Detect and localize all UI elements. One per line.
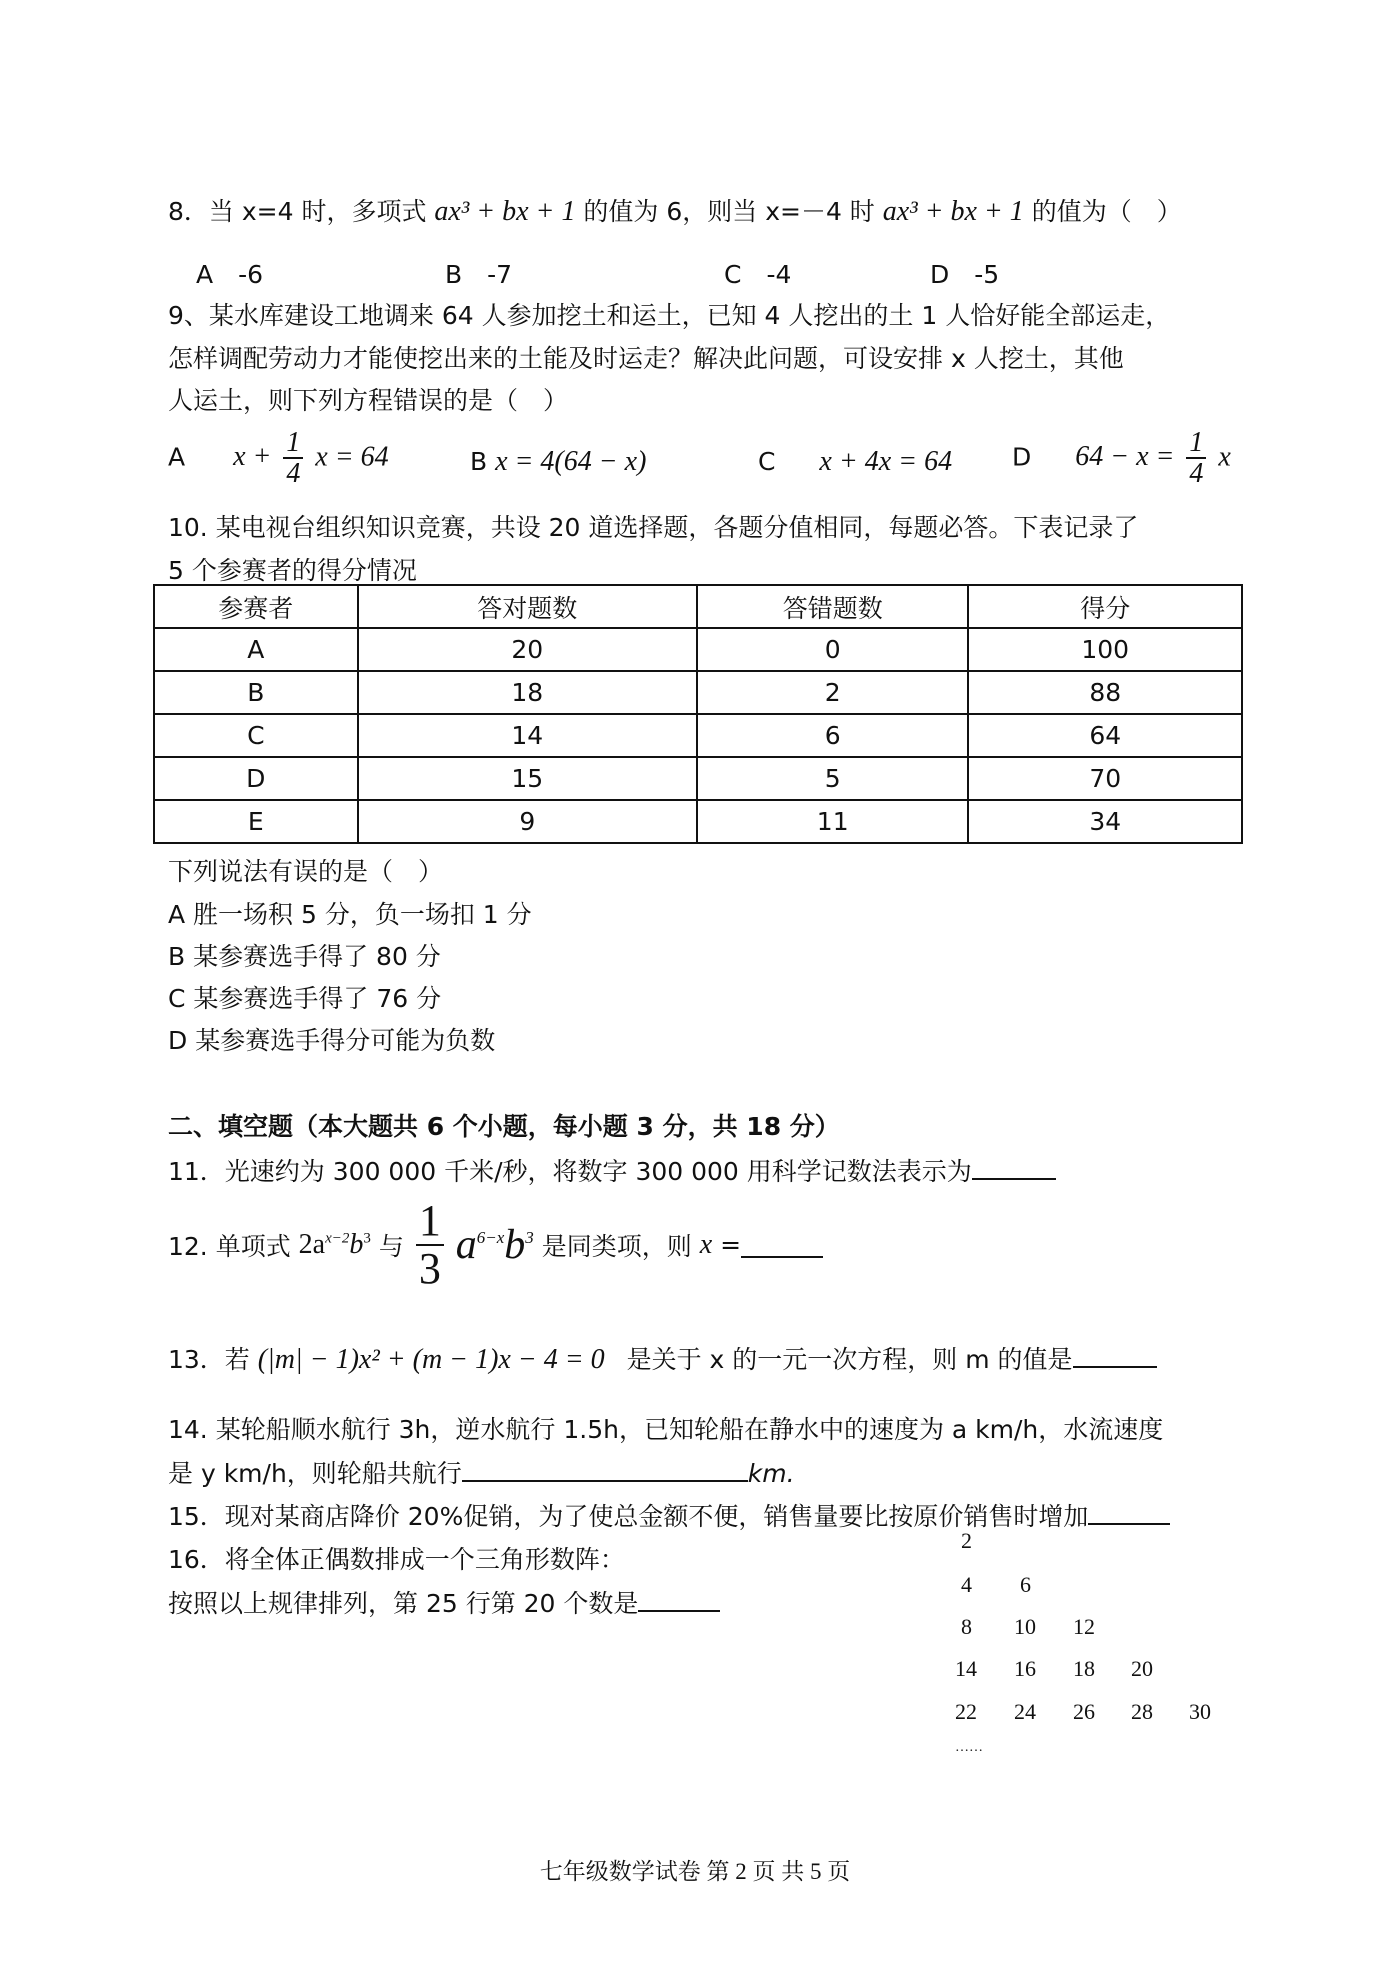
q10-option-c: C 某参赛选手得了 76 分 <box>168 984 442 1013</box>
table-cell: 5 <box>697 757 968 800</box>
q9-line-2: 怎样调配劳动力才能使挖出来的土能及时运走？解决此问题，可设安排 x 人挖土，其他 <box>168 344 1124 373</box>
q12-monomial-2 <box>456 1222 534 1268</box>
section-title: 二、填空题（本大题共 6 个小题，每小题 3 分，共 18 分） <box>168 1112 840 1141</box>
q11-text: 11．光速约为 300 000 千米/秒，将数字 300 000 用科学记数法表示为 <box>168 1157 972 1186</box>
triangle-number: 2 <box>961 1528 972 1553</box>
q9-option-a <box>168 428 389 489</box>
triangle-number: 26 <box>1073 1699 1095 1724</box>
q12-line <box>168 1198 823 1308</box>
q12-mono2-base: a <box>455 1222 477 1269</box>
triangle-number: 6 <box>1020 1572 1031 1597</box>
q12-mono2-exponent: 6−x <box>476 1228 505 1248</box>
answer-blank <box>741 1232 823 1258</box>
table-header-cell: 参赛者 <box>154 585 358 628</box>
table-cell: B <box>154 671 358 714</box>
q10-option-d: D 某参赛选手得分可能为负数 <box>168 1026 496 1055</box>
q14-line-1: 14. 某轮船顺水航行 3h，逆水航行 1.5h，已知轮船在静水中的速度为 a km/h，水流速度 <box>168 1415 1164 1444</box>
table-cell: 14 <box>358 714 697 757</box>
table-cell: 88 <box>968 671 1242 714</box>
q8-option-a: A -6 <box>196 260 264 289</box>
q16-line-1: 16．将全体正偶数排成一个三角形数阵： <box>168 1545 625 1574</box>
q9-line-1: 9、某水库建设工地调来 64 人参加挖土和运土，已知 4 人挖出的土 1 人恰好能全部运走， <box>168 301 1171 330</box>
answer-blank <box>972 1154 1056 1180</box>
q9-option-c-expr: x + 4x = 64 <box>819 446 953 477</box>
fraction-numerator: 1 <box>1186 428 1206 459</box>
fraction-denominator: 4 <box>1189 458 1204 490</box>
fraction-numerator: 1 <box>416 1198 444 1246</box>
q8-option-d: D -5 <box>930 260 1000 289</box>
q12-prefix: 12. 单项式 <box>168 1232 291 1262</box>
score-table <box>153 584 1243 844</box>
triangle-number: 24 <box>1014 1699 1036 1724</box>
q9-option-b-label: B <box>470 447 488 476</box>
q12-suffix: 是同类项，则 <box>541 1232 692 1262</box>
table-row <box>154 628 1242 671</box>
table-cell: 9 <box>358 800 697 843</box>
q9-option-c <box>758 446 952 478</box>
q9-option-b <box>470 446 646 478</box>
answer-blank <box>1088 1499 1170 1525</box>
q9-option-d-label: D <box>1012 442 1032 472</box>
q12-fraction <box>416 1198 444 1292</box>
q8-option-c: C -4 <box>724 260 792 289</box>
q10-option-a: A 胜一场积 5 分，负一场扣 1 分 <box>168 900 532 929</box>
table-header-row <box>154 585 1242 628</box>
q12-mono1-base: 2a <box>298 1229 326 1261</box>
triangle-number: 20 <box>1131 1656 1153 1681</box>
q8-line <box>168 192 1182 228</box>
q12-mid: 与 <box>378 1232 404 1262</box>
q13-line <box>168 1340 1157 1376</box>
q9-line-3: 人运土，则下列方程错误的是（ ） <box>168 386 569 415</box>
table-header-cell: 得分 <box>968 585 1242 628</box>
answer-blank <box>638 1586 720 1612</box>
q9-option-a-label: A <box>168 442 186 472</box>
table-cell: 20 <box>358 628 697 671</box>
q14-line-2 <box>168 1454 795 1490</box>
triangle-number: 4 <box>961 1572 972 1597</box>
q12-mono2-b: b <box>504 1222 526 1269</box>
q9-option-a-fraction <box>283 428 303 489</box>
q12-mono1-exponent: x−2 <box>325 1230 350 1247</box>
q8-prefix: 8．当 x=4 时，多项式 <box>168 197 427 226</box>
q8-option-b: B -7 <box>445 260 513 289</box>
fraction-denominator: 3 <box>418 1244 441 1294</box>
q12-mono2-b-exponent: 3 <box>525 1228 534 1248</box>
q9-option-c-label: C <box>758 447 776 476</box>
table-header-cell: 答错题数 <box>697 585 968 628</box>
table-cell: 11 <box>697 800 968 843</box>
table-cell: 2 <box>697 671 968 714</box>
q9-option-a-pre: x + <box>233 441 272 473</box>
q13-expr: (|m| − 1)x² + (m − 1)x − 4 = 0 <box>257 1344 605 1375</box>
triangle-number: 16 <box>1014 1656 1036 1681</box>
q8-expr-1: ax³ + bx + 1 <box>434 196 576 227</box>
table-header-cell: 答对题数 <box>358 585 697 628</box>
table-row <box>154 757 1242 800</box>
fraction-numerator: 1 <box>283 428 303 459</box>
q11-line <box>168 1152 1056 1188</box>
table-cell: C <box>154 714 358 757</box>
triangle-number: 14 <box>955 1656 977 1681</box>
table-cell: 18 <box>358 671 697 714</box>
q9-option-b-expr: x = 4(64 − x) <box>495 446 647 477</box>
table-cell: 6 <box>697 714 968 757</box>
q10-question: 下列说法有误的是（ ） <box>168 857 444 886</box>
q10-option-b: B 某参赛选手得了 80 分 <box>168 942 441 971</box>
q9-option-a-post: x = 64 <box>315 441 389 473</box>
q15-line <box>168 1497 1170 1533</box>
triangle-number: 30 <box>1189 1699 1211 1724</box>
fraction-denominator: 4 <box>286 458 301 490</box>
triangle-number: 28 <box>1131 1699 1153 1724</box>
q16-line-2-text: 按照以上规律排列，第 25 行第 20 个数是 <box>168 1589 639 1618</box>
table-cell: 64 <box>968 714 1242 757</box>
table-cell: A <box>154 628 358 671</box>
triangle-number: 10 <box>1014 1614 1036 1639</box>
q9-option-d-pre: 64 − x = <box>1075 441 1175 473</box>
q9-option-d-post: x <box>1218 441 1231 473</box>
table-row <box>154 671 1242 714</box>
q12-monomial-1 <box>299 1229 371 1260</box>
q12-equals: = <box>712 1230 742 1260</box>
q10-line-1: 10. 某电视台组织知识竞赛，共设 20 道选择题，各题分值相同，每题必答。下表记录了 <box>168 513 1139 542</box>
q14-unit: km. <box>747 1459 795 1488</box>
table-cell: 100 <box>968 628 1242 671</box>
q14-line-2-pre: 是 y km/h，则轮船共航行 <box>168 1459 462 1488</box>
q15-text: 15．现对某商店降价 20%促销，为了使总金额不便，销售量要比按原价销售时增加 <box>168 1502 1089 1531</box>
triangle-ellipsis: …… <box>955 1740 983 1755</box>
q12-mono1-b: b <box>349 1229 364 1261</box>
q8-expr-2: ax³ + bx + 1 <box>882 196 1024 227</box>
q8-middle: 的值为 6，则当 x=－4 时 <box>583 197 875 226</box>
q13-prefix: 13．若 <box>168 1345 250 1374</box>
table-cell: 34 <box>968 800 1242 843</box>
q9-option-d <box>1012 428 1231 489</box>
table-cell: E <box>154 800 358 843</box>
q12-mono1-b-exponent: 3 <box>363 1230 371 1247</box>
q10-line-2: 5 个参赛者的得分情况 <box>168 556 417 585</box>
q13-suffix: 是关于 x 的一元一次方程，则 m 的值是 <box>626 1345 1073 1374</box>
table-cell: D <box>154 757 358 800</box>
q12-variable: x <box>699 1229 713 1261</box>
page-footer: 七年级数学试卷 第 2 页 共 5 页 <box>539 1859 851 1884</box>
answer-blank <box>462 1456 748 1482</box>
q8-suffix: 的值为（ ） <box>1031 197 1182 226</box>
table-row <box>154 800 1242 843</box>
table-row <box>154 714 1242 757</box>
table-cell: 0 <box>697 628 968 671</box>
table-cell: 15 <box>358 757 697 800</box>
triangle-number: 12 <box>1073 1614 1095 1639</box>
answer-blank <box>1073 1342 1157 1368</box>
table-cell: 70 <box>968 757 1242 800</box>
q16-line-2 <box>168 1584 720 1620</box>
triangle-number: 8 <box>961 1614 972 1639</box>
triangle-number: 18 <box>1073 1656 1095 1681</box>
triangle-number: 22 <box>955 1699 977 1724</box>
q9-option-d-fraction <box>1186 428 1206 489</box>
